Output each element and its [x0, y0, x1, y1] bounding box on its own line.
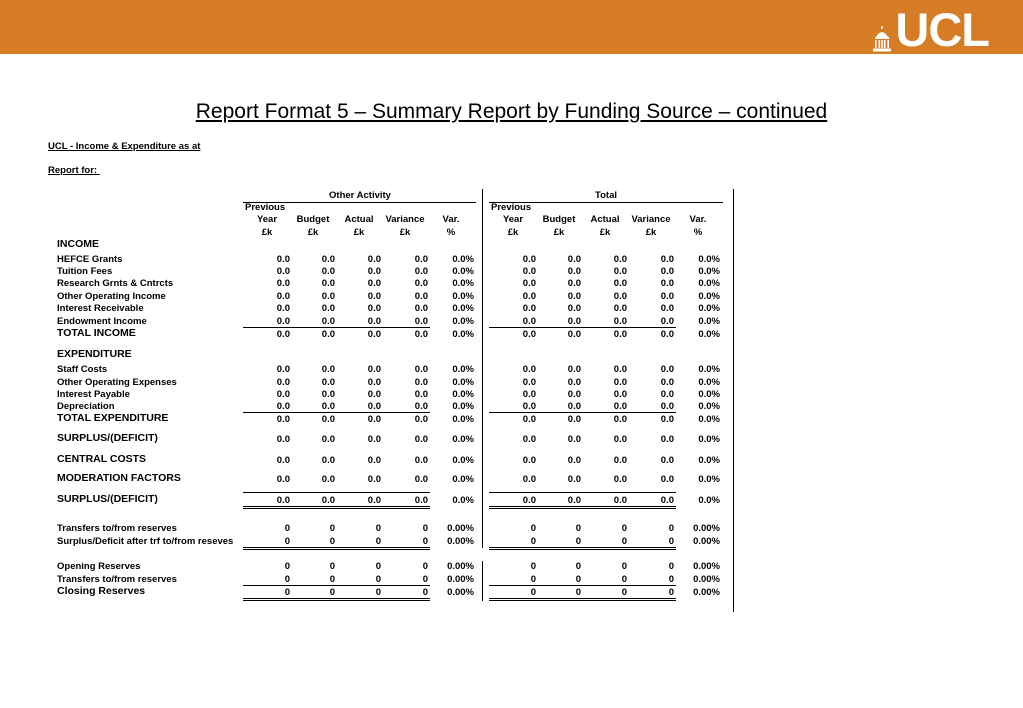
value-cell: 0.0	[276, 414, 290, 425]
value-cell: 0.00%	[693, 561, 720, 572]
row-label: Opening Reserves	[57, 561, 141, 572]
value-cell: 0.0	[613, 316, 627, 327]
value-cell: 0.0	[567, 278, 581, 289]
report-for-heading: Report for:	[48, 165, 100, 176]
value-cell: 0.0%	[698, 254, 720, 265]
value-cell: 0.0	[567, 455, 581, 466]
row-label: Other Operating Income	[57, 291, 166, 302]
row-label: Closing Reserves	[57, 585, 146, 597]
subtotal-rule	[243, 492, 430, 493]
group-divider	[482, 189, 483, 548]
group-divider	[482, 561, 483, 601]
value-cell: 0.0	[321, 389, 335, 400]
value-cell: 0.0%	[452, 389, 474, 400]
value-cell: 0.0%	[452, 329, 474, 340]
total-double-rule	[489, 549, 676, 550]
value-cell: 0	[329, 587, 335, 598]
row-label: Staff Costs	[57, 364, 108, 375]
value-cell: 0.0%	[698, 303, 720, 314]
column-header: £k	[307, 227, 319, 238]
value-cell: 0.0	[276, 389, 290, 400]
value-cell: 0	[575, 574, 581, 585]
value-cell: 0	[530, 587, 536, 598]
value-cell: 0.0%	[452, 414, 474, 425]
value-cell: 0	[668, 561, 674, 572]
value-cell: 0.00%	[693, 574, 720, 585]
group-title: Other Activity	[329, 190, 391, 201]
value-cell: 0	[575, 561, 581, 572]
value-cell: 0.0	[321, 329, 335, 340]
row-label: Other Operating Expenses	[57, 377, 177, 388]
value-cell: 0.0%	[452, 254, 474, 265]
value-cell: 0.0	[567, 266, 581, 277]
value-cell: 0.00%	[447, 561, 474, 572]
value-cell: 0.0	[613, 414, 627, 425]
value-cell: 0.0%	[452, 278, 474, 289]
value-cell: 0.0%	[698, 401, 720, 412]
value-cell: 0.0	[567, 291, 581, 302]
value-cell: 0.0%	[452, 455, 474, 466]
value-cell: 0.0	[613, 278, 627, 289]
value-cell: 0.0	[613, 401, 627, 412]
value-cell: 0.0	[321, 474, 335, 485]
subtotal-rule	[243, 585, 430, 586]
value-cell: 0.0	[522, 495, 536, 506]
value-cell: 0.0	[567, 316, 581, 327]
value-cell: 0	[621, 536, 627, 547]
value-cell: 0.0%	[698, 278, 720, 289]
value-cell: 0	[375, 536, 381, 547]
column-header: Previous	[491, 202, 532, 213]
row-label: Interest Payable	[57, 389, 130, 400]
value-cell: 0	[422, 561, 428, 572]
subtotal-rule	[489, 327, 676, 328]
value-cell: 0.0	[613, 254, 627, 265]
value-cell: 0	[530, 561, 536, 572]
value-cell: 0.0%	[452, 303, 474, 314]
value-cell: 0	[329, 523, 335, 534]
value-cell: 0.0	[367, 364, 381, 375]
value-cell: 0.00%	[447, 523, 474, 534]
total-double-rule	[243, 506, 430, 507]
row-label: HEFCE Grants	[57, 254, 123, 265]
value-cell: 0.0	[522, 278, 536, 289]
value-cell: 0.0	[321, 377, 335, 388]
value-cell: 0.0	[276, 434, 290, 445]
value-cell: 0	[575, 523, 581, 534]
value-cell: 0.0	[276, 401, 290, 412]
value-cell: 0.0	[367, 254, 381, 265]
value-cell: 0.0	[613, 303, 627, 314]
value-cell: 0.0	[522, 389, 536, 400]
value-cell: 0.0	[660, 434, 674, 445]
value-cell: 0.0	[660, 254, 674, 265]
value-cell: 0.0	[414, 303, 428, 314]
value-cell: 0.0%	[698, 291, 720, 302]
value-cell: 0.00%	[693, 587, 720, 598]
column-header: Actual	[344, 214, 374, 225]
column-header: Budget	[296, 214, 330, 225]
value-cell: 0.0	[414, 278, 428, 289]
value-cell: 0.0	[567, 329, 581, 340]
total-double-rule	[489, 598, 676, 599]
value-cell: 0	[329, 574, 335, 585]
value-cell: 0.0	[414, 401, 428, 412]
value-cell: 0.0	[414, 495, 428, 506]
row-label: Research Grnts & Cntrcts	[57, 278, 174, 289]
value-cell: 0.0	[522, 401, 536, 412]
column-header: £k	[645, 227, 657, 238]
column-header: %	[693, 227, 703, 238]
value-cell: 0.0	[367, 303, 381, 314]
value-cell: 0.0%	[698, 455, 720, 466]
value-cell: 0.0	[522, 254, 536, 265]
value-cell: 0.0	[367, 316, 381, 327]
value-cell: 0.0	[660, 291, 674, 302]
value-cell: 0	[422, 523, 428, 534]
value-cell: 0.00%	[447, 536, 474, 547]
value-cell: 0.0	[276, 254, 290, 265]
value-cell: 0	[621, 561, 627, 572]
value-cell: 0.0	[660, 389, 674, 400]
value-cell: 0.0	[321, 291, 335, 302]
row-label: CENTRAL COSTS	[57, 453, 147, 465]
value-cell: 0.0	[276, 474, 290, 485]
value-cell: 0.0%	[452, 377, 474, 388]
value-cell: 0.0	[367, 434, 381, 445]
value-cell: 0.0	[660, 303, 674, 314]
value-cell: 0.0	[613, 266, 627, 277]
value-cell: 0.0	[321, 364, 335, 375]
value-cell: 0.0%	[698, 377, 720, 388]
row-label: MODERATION FACTORS	[57, 472, 181, 484]
value-cell: 0.0%	[452, 291, 474, 302]
value-cell: 0.0	[522, 434, 536, 445]
column-header: £k	[399, 227, 411, 238]
value-cell: 0.0	[522, 377, 536, 388]
value-cell: 0.0	[367, 291, 381, 302]
subtotal-rule	[489, 585, 676, 586]
value-cell: 0.0%	[452, 474, 474, 485]
value-cell: 0.0	[522, 316, 536, 327]
value-cell: 0.0	[321, 316, 335, 327]
value-cell: 0.0	[367, 389, 381, 400]
value-cell: 0.0	[414, 377, 428, 388]
value-cell: 0	[621, 523, 627, 534]
row-label: Depreciation	[57, 401, 115, 412]
section-heading: EXPENDITURE	[57, 348, 132, 360]
subtotal-rule	[489, 492, 676, 493]
value-cell: 0.0%	[698, 329, 720, 340]
value-cell: 0.0	[414, 316, 428, 327]
row-label: Interest Receivable	[57, 303, 144, 314]
value-cell: 0.0	[321, 278, 335, 289]
value-cell: 0.0%	[698, 414, 720, 425]
value-cell: 0.0	[367, 455, 381, 466]
value-cell: 0.0	[567, 495, 581, 506]
value-cell: 0.0	[367, 377, 381, 388]
value-cell: 0.0	[276, 495, 290, 506]
section-heading: INCOME	[57, 238, 99, 250]
value-cell: 0.0	[660, 474, 674, 485]
value-cell: 0.0	[276, 329, 290, 340]
value-cell: 0.0	[660, 414, 674, 425]
column-header: Year	[256, 214, 278, 225]
value-cell: 0.0	[567, 401, 581, 412]
column-header: Variance	[385, 214, 425, 225]
value-cell: 0.0	[276, 266, 290, 277]
value-cell: 0.0	[414, 266, 428, 277]
value-cell: 0.0	[613, 434, 627, 445]
value-cell: 0.0	[613, 291, 627, 302]
value-cell: 0.0	[276, 364, 290, 375]
value-cell: 0.0	[567, 364, 581, 375]
total-double-rule	[243, 600, 430, 601]
value-cell: 0	[375, 561, 381, 572]
value-cell: 0.0	[321, 303, 335, 314]
column-header: £k	[507, 227, 519, 238]
page-title: Report Format 5 – Summary Report by Funding Source – continued	[195, 100, 828, 123]
subtotal-rule	[243, 412, 430, 413]
value-cell: 0.0	[276, 291, 290, 302]
value-cell: 0.0	[367, 401, 381, 412]
value-cell: 0.0	[276, 455, 290, 466]
value-cell: 0	[329, 536, 335, 547]
value-cell: 0.0	[660, 455, 674, 466]
column-header: £k	[553, 227, 565, 238]
value-cell: 0.0	[660, 316, 674, 327]
value-cell: 0.0	[414, 434, 428, 445]
value-cell: 0.0	[367, 414, 381, 425]
value-cell: 0.0	[522, 303, 536, 314]
column-header: Var.	[689, 214, 707, 225]
value-cell: 0.0%	[698, 364, 720, 375]
value-cell: 0.00%	[447, 574, 474, 585]
value-cell: 0.00%	[447, 587, 474, 598]
value-cell: 0.0	[276, 377, 290, 388]
total-double-rule	[489, 547, 676, 548]
value-cell: 0.0	[321, 414, 335, 425]
value-cell: 0.0	[367, 278, 381, 289]
column-header: Previous	[245, 202, 286, 213]
value-cell: 0	[422, 536, 428, 547]
logo-text: UCL	[895, 3, 989, 56]
value-cell: 0	[284, 536, 290, 547]
row-label: Endowment Income	[57, 316, 147, 327]
value-cell: 0.0	[613, 329, 627, 340]
value-cell: 0.0	[522, 364, 536, 375]
value-cell: 0.0	[613, 364, 627, 375]
value-cell: 0.0	[567, 434, 581, 445]
value-cell: 0	[422, 574, 428, 585]
row-label: SURPLUS/(DEFICIT)	[57, 493, 158, 505]
value-cell: 0	[375, 587, 381, 598]
column-header: £k	[261, 227, 273, 238]
value-cell: 0.0	[567, 303, 581, 314]
value-cell: 0.00%	[693, 523, 720, 534]
value-cell: 0.0%	[698, 266, 720, 277]
row-label: Transfers to/from reserves	[57, 574, 177, 585]
value-cell: 0.0%	[452, 266, 474, 277]
total-double-rule	[243, 547, 430, 548]
value-cell: 0	[668, 574, 674, 585]
column-header: Budget	[542, 214, 576, 225]
report-date-heading: UCL - Income & Expenditure as at	[48, 141, 201, 152]
row-label: Tuition Fees	[57, 266, 113, 277]
value-cell: 0.0	[522, 455, 536, 466]
value-cell: 0.0	[321, 455, 335, 466]
value-cell: 0.00%	[693, 536, 720, 547]
subtotal-rule	[243, 327, 430, 328]
value-cell: 0.0%	[452, 364, 474, 375]
row-label: TOTAL EXPENDITURE	[57, 412, 169, 424]
right-edge-divider	[733, 189, 734, 612]
value-cell: 0.0	[414, 291, 428, 302]
column-header: Year	[502, 214, 524, 225]
value-cell: 0.0	[567, 377, 581, 388]
value-cell: 0.0%	[452, 316, 474, 327]
total-double-rule	[243, 508, 430, 509]
value-cell: 0.0	[276, 316, 290, 327]
value-cell: 0.0	[660, 329, 674, 340]
total-double-rule	[489, 506, 676, 507]
value-cell: 0.0	[613, 455, 627, 466]
total-double-rule	[243, 549, 430, 550]
value-cell: 0.0	[567, 254, 581, 265]
row-label: Transfers to/from reserves	[57, 523, 177, 534]
total-double-rule	[489, 508, 676, 509]
value-cell: 0.0	[367, 474, 381, 485]
value-cell: 0	[375, 574, 381, 585]
value-cell: 0	[621, 587, 627, 598]
value-cell: 0.0	[414, 254, 428, 265]
value-cell: 0.0	[321, 401, 335, 412]
value-cell: 0	[530, 574, 536, 585]
value-cell: 0.0	[321, 434, 335, 445]
value-cell: 0.0%	[698, 389, 720, 400]
column-header: Variance	[631, 214, 671, 225]
value-cell: 0.0	[613, 474, 627, 485]
value-cell: 0.0	[276, 303, 290, 314]
value-cell: 0.0	[414, 455, 428, 466]
value-cell: 0.0%	[698, 474, 720, 485]
value-cell: 0.0	[321, 495, 335, 506]
value-cell: 0.0%	[452, 495, 474, 506]
value-cell: 0.0	[414, 364, 428, 375]
value-cell: 0.0%	[698, 316, 720, 327]
value-cell: 0.0	[522, 474, 536, 485]
value-cell: 0.0%	[452, 401, 474, 412]
value-cell: 0.0	[414, 389, 428, 400]
value-cell: 0.0	[522, 291, 536, 302]
value-cell: 0.0	[613, 377, 627, 388]
value-cell: 0.0	[613, 389, 627, 400]
value-cell: 0	[422, 587, 428, 598]
value-cell: 0.0	[414, 474, 428, 485]
value-cell: 0.0	[321, 266, 335, 277]
column-header: £k	[353, 227, 365, 238]
group-title: Total	[595, 190, 617, 201]
value-cell: 0.0	[660, 266, 674, 277]
value-cell: 0.0	[660, 495, 674, 506]
value-cell: 0.0	[660, 377, 674, 388]
value-cell: 0	[575, 587, 581, 598]
row-label: Surplus/Deficit after trf to/from reseves	[57, 536, 234, 547]
value-cell: 0.0	[276, 278, 290, 289]
value-cell: 0	[284, 561, 290, 572]
value-cell: 0	[530, 523, 536, 534]
value-cell: 0	[284, 574, 290, 585]
row-label: TOTAL INCOME	[57, 327, 136, 339]
value-cell: 0	[530, 536, 536, 547]
value-cell: 0.0	[567, 414, 581, 425]
value-cell: 0.0%	[452, 434, 474, 445]
value-cell: 0.0	[522, 266, 536, 277]
value-cell: 0.0%	[698, 495, 720, 506]
value-cell: 0.0	[613, 495, 627, 506]
row-label: SURPLUS/(DEFICIT)	[57, 432, 158, 444]
value-cell: 0.0	[321, 254, 335, 265]
value-cell: 0.0	[367, 495, 381, 506]
value-cell: 0	[329, 561, 335, 572]
value-cell: 0.0	[522, 329, 536, 340]
total-double-rule	[489, 600, 676, 601]
value-cell: 0.0	[660, 364, 674, 375]
value-cell: 0.0	[567, 389, 581, 400]
value-cell: 0.0	[414, 414, 428, 425]
value-cell: 0	[284, 523, 290, 534]
value-cell: 0.0	[367, 329, 381, 340]
value-cell: 0.0	[522, 414, 536, 425]
value-cell: 0.0	[414, 329, 428, 340]
value-cell: 0	[375, 523, 381, 534]
value-cell: 0	[668, 523, 674, 534]
column-header: Actual	[590, 214, 620, 225]
value-cell: 0	[621, 574, 627, 585]
column-header: £k	[599, 227, 611, 238]
total-double-rule	[243, 598, 430, 599]
value-cell: 0.0	[367, 266, 381, 277]
value-cell: 0	[575, 536, 581, 547]
column-header: Var.	[442, 214, 460, 225]
column-header: %	[446, 227, 456, 238]
value-cell: 0	[284, 587, 290, 598]
subtotal-rule	[489, 412, 676, 413]
value-cell: 0.0	[660, 278, 674, 289]
value-cell: 0	[668, 536, 674, 547]
value-cell: 0.0	[567, 474, 581, 485]
value-cell: 0	[668, 587, 674, 598]
value-cell: 0.0%	[698, 434, 720, 445]
value-cell: 0.0	[660, 401, 674, 412]
